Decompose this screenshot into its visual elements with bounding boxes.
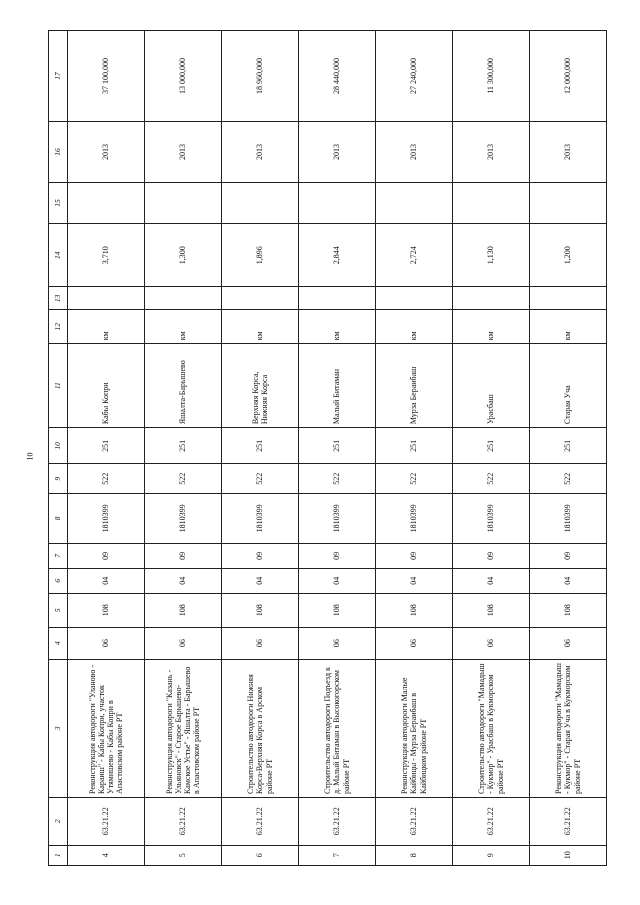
table-row (453, 31, 530, 866)
table-cell: Урасбаш (453, 344, 530, 428)
table-cell (222, 287, 299, 310)
table-cell (68, 183, 145, 224)
column-number-cell: 8 (49, 493, 68, 543)
table-row (376, 31, 453, 866)
table-cell: 108 (222, 593, 299, 627)
table-cell: 06 (68, 627, 145, 659)
table-cell: Реконструкция автодороги "Мамадыш - Кукмор" - Старая Уча в Кукморском районе РТ (530, 659, 607, 797)
table-cell: 2013 (530, 121, 607, 182)
table-cell (453, 287, 530, 310)
table-cell (222, 183, 299, 224)
table-cell: 108 (376, 593, 453, 627)
table-cell: 1810399 (68, 493, 145, 543)
table-row (68, 31, 145, 866)
table-cell: 522 (145, 464, 222, 493)
table-cell: 5 (145, 845, 222, 865)
table-cell (530, 287, 607, 310)
table-cell: 10 (530, 845, 607, 865)
table-cell: 251 (222, 428, 299, 464)
table-cell: км (453, 310, 530, 344)
column-number-cell: 9 (49, 464, 68, 493)
table-cell: 1810399 (530, 493, 607, 543)
table-cell: 06 (530, 627, 607, 659)
table-cell: Мурза Бераибаш (376, 344, 453, 428)
column-number-cell: 2 (49, 797, 68, 845)
table-cell: 7 (299, 845, 376, 865)
table-cell: 27 240,000 (376, 31, 453, 122)
table-cell: 1,130 (453, 223, 530, 287)
table-cell (530, 183, 607, 224)
column-number-cell: 16 (49, 121, 68, 182)
column-number-cell: 13 (49, 287, 68, 310)
table-cell: 1,896 (222, 223, 299, 287)
table-cell: 37 100,000 (68, 31, 145, 122)
column-number-cell: 6 (49, 568, 68, 593)
table-cell: 6 (222, 845, 299, 865)
table-row (299, 31, 376, 866)
table-row (222, 31, 299, 866)
table-cell: Строительство автодороги Подъезд к д. Малый Битаман в Высокогорском районе РТ (299, 659, 376, 797)
table-cell: 09 (68, 543, 145, 568)
table-cell: 2013 (222, 121, 299, 182)
column-number-cell: 11 (49, 344, 68, 428)
table-cell: 251 (376, 428, 453, 464)
table-cell: км (530, 310, 607, 344)
table-cell: 63.21.22 (68, 797, 145, 845)
table-cell: Реконструкция автодороги "Казань - Ульяновск" - Старое Барышево- Камское Устье" - Яшалта - Барышево в Апастовском районе РТ (145, 659, 222, 797)
table-cell: 09 (453, 543, 530, 568)
table-cell: 9 (453, 845, 530, 865)
table-cell: км (68, 310, 145, 344)
table-cell: 2013 (299, 121, 376, 182)
table-cell: 04 (376, 568, 453, 593)
table-cell: 04 (453, 568, 530, 593)
budget-table (48, 30, 607, 866)
table-cell: 1810399 (145, 493, 222, 543)
table-cell (145, 287, 222, 310)
table-cell: 1,300 (145, 223, 222, 287)
table-cell: Реконструкция автодороги "Уланово - Караиш" - Кабы Копри, участок Утямишево - Кабы Копри в Апастовском районе РТ (68, 659, 145, 797)
table-cell: 11 300,000 (453, 31, 530, 122)
page-number: 10 (25, 452, 35, 461)
table-cell: Строительство автодороги Нижняя Корса-Верхняя Корса в Арском районе РТ (222, 659, 299, 797)
table-cell: 522 (299, 464, 376, 493)
table-cell: 8 (376, 845, 453, 865)
table-cell: 09 (145, 543, 222, 568)
table-cell: Верхняя Корса, Нижняя Корса (222, 344, 299, 428)
table-cell: 09 (376, 543, 453, 568)
table-cell: Старая Уча (530, 344, 607, 428)
table-cell: 63.21.22 (222, 797, 299, 845)
table-cell: 1,200 (530, 223, 607, 287)
table-cell: 2013 (145, 121, 222, 182)
column-number-cell: 7 (49, 543, 68, 568)
table-cell (145, 183, 222, 224)
table-cell: Строительство автодороги "Мамадыш - Кукмор" - Урасбаш в Кукморском районе РТ (453, 659, 530, 797)
table-cell: км (222, 310, 299, 344)
table-cell: 522 (453, 464, 530, 493)
table-cell: 1810399 (453, 493, 530, 543)
table-cell (299, 183, 376, 224)
table-cell: 12 000,000 (530, 31, 607, 122)
table-cell: 04 (222, 568, 299, 593)
table-cell: 04 (530, 568, 607, 593)
table-cell: 108 (299, 593, 376, 627)
table-cell: 1810399 (222, 493, 299, 543)
table-cell: 09 (299, 543, 376, 568)
table-row (145, 31, 222, 866)
table-cell: 2013 (68, 121, 145, 182)
column-number-cell: 5 (49, 593, 68, 627)
column-number-cell: 15 (49, 183, 68, 224)
column-number-cell: 12 (49, 310, 68, 344)
table-cell: 108 (453, 593, 530, 627)
column-number-row (49, 31, 68, 866)
table-cell: 251 (68, 428, 145, 464)
table-cell: 522 (68, 464, 145, 493)
table-cell: 2,844 (299, 223, 376, 287)
table-cell: 04 (68, 568, 145, 593)
table-cell: Кабы Копри (68, 344, 145, 428)
table-cell: 108 (68, 593, 145, 627)
table-cell (68, 287, 145, 310)
table-cell: 09 (530, 543, 607, 568)
column-number-cell: 1 (49, 845, 68, 865)
table-cell: 251 (453, 428, 530, 464)
table-cell (299, 287, 376, 310)
table-cell: Яшалта-Барышево (145, 344, 222, 428)
table-cell: 522 (222, 464, 299, 493)
table-cell: 108 (530, 593, 607, 627)
table-cell: 522 (376, 464, 453, 493)
table-cell: 04 (145, 568, 222, 593)
table-cell: 2013 (453, 121, 530, 182)
table-cell: 13 000,000 (145, 31, 222, 122)
table-cell (376, 183, 453, 224)
table-cell: км (299, 310, 376, 344)
table-cell: 06 (299, 627, 376, 659)
table-cell: 522 (530, 464, 607, 493)
table-cell: 63.21.22 (376, 797, 453, 845)
column-number-cell: 3 (49, 659, 68, 797)
rotated-table-container (48, 30, 592, 866)
table-cell: 108 (145, 593, 222, 627)
table-cell: 63.21.22 (145, 797, 222, 845)
column-number-cell: 17 (49, 31, 68, 122)
table-cell: 2,724 (376, 223, 453, 287)
table-cell: Малый Битаман (299, 344, 376, 428)
table-cell: 63.21.22 (299, 797, 376, 845)
table-cell: 09 (222, 543, 299, 568)
table-cell: 06 (145, 627, 222, 659)
table-cell (376, 287, 453, 310)
table-cell: 251 (530, 428, 607, 464)
table-row (530, 31, 607, 866)
column-number-cell: 14 (49, 223, 68, 287)
table-cell: 2013 (376, 121, 453, 182)
table-cell: 28 440,000 (299, 31, 376, 122)
table-cell: 06 (222, 627, 299, 659)
table-cell: 3,710 (68, 223, 145, 287)
column-number-cell: 4 (49, 627, 68, 659)
table-cell: 4 (68, 845, 145, 865)
table-cell: 18 960,000 (222, 31, 299, 122)
table-cell: 63.21.22 (530, 797, 607, 845)
table-cell: 251 (145, 428, 222, 464)
table-cell: 04 (299, 568, 376, 593)
table-cell: км (376, 310, 453, 344)
table-cell: км (145, 310, 222, 344)
table-cell (453, 183, 530, 224)
table-cell: 63.21.22 (453, 797, 530, 845)
table-cell: 06 (376, 627, 453, 659)
column-number-cell: 10 (49, 428, 68, 464)
table-cell: 06 (453, 627, 530, 659)
table-cell: 251 (299, 428, 376, 464)
table-cell: 1810399 (376, 493, 453, 543)
table-cell: 1810399 (299, 493, 376, 543)
table-cell: Реконструкция автодороги Малые Кайбицы - Мурза Бераибаш в Кайбицком районе РТ (376, 659, 453, 797)
